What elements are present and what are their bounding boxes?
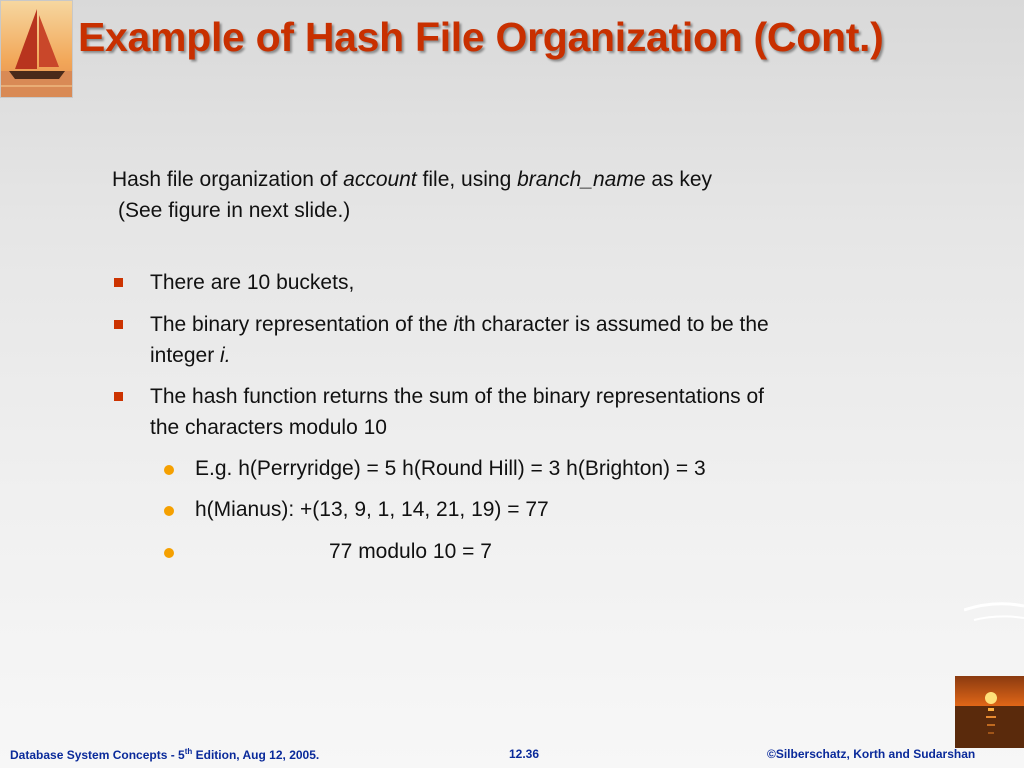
intro-emphasis-branch-name: branch_name [517,168,646,191]
bullet-1: There are 10 buckets, [150,271,355,294]
intro-emphasis-account: account [343,168,417,191]
bullet-2-line-2 [150,344,231,368]
bullet-text: integer [150,344,221,367]
footer-superscript: th [184,747,193,756]
bullet-emphasis-i: i. [220,344,231,367]
round-bullet-icon [164,548,174,558]
bullet-3-line-2: the characters modulo 10 [150,416,387,439]
bullet-text: th character is assumed to be the [458,313,769,336]
bullet-emphasis-i: i [453,313,459,336]
sub-bullet-2: h(Mianus): +(13, 9, 1, 14, 21, 19) = 77 [195,498,549,521]
bullet-text: The binary representation of the [150,313,454,336]
footer-book-title [10,747,319,762]
page-title: Example of Hash File Organization (Cont.) [78,14,884,60]
square-bullet-icon [114,278,123,287]
intro-line-1 [112,168,712,192]
round-bullet-icon [164,506,174,516]
intro-text: file, using [416,168,518,191]
bullet-2-line-1 [150,313,769,337]
round-bullet-icon [164,465,174,475]
intro-text: Hash file organization of [112,168,344,191]
square-bullet-icon [114,320,123,329]
sub-bullet-1: E.g. h(Perryridge) = 5 h(Round Hill) = 3 h(Brighton) = 3 [195,457,706,480]
square-bullet-icon [114,392,123,401]
bullet-3-line-1: The hash function returns the sum of the binary representations of [150,385,765,408]
footer-text: Database System Concepts - 5 [10,748,185,762]
intro-text: as key [645,168,713,191]
sub-bullet-3: 77 modulo 10 = 7 [329,540,492,563]
intro-line-2: (See figure in next slide.) [118,199,351,222]
footer-slide-number: 12.36 [509,747,540,761]
footer-text: Edition, Aug 12, 2005. [192,748,320,762]
footer-copyright: ©Silberschatz, Korth and Sudarshan [767,747,976,761]
